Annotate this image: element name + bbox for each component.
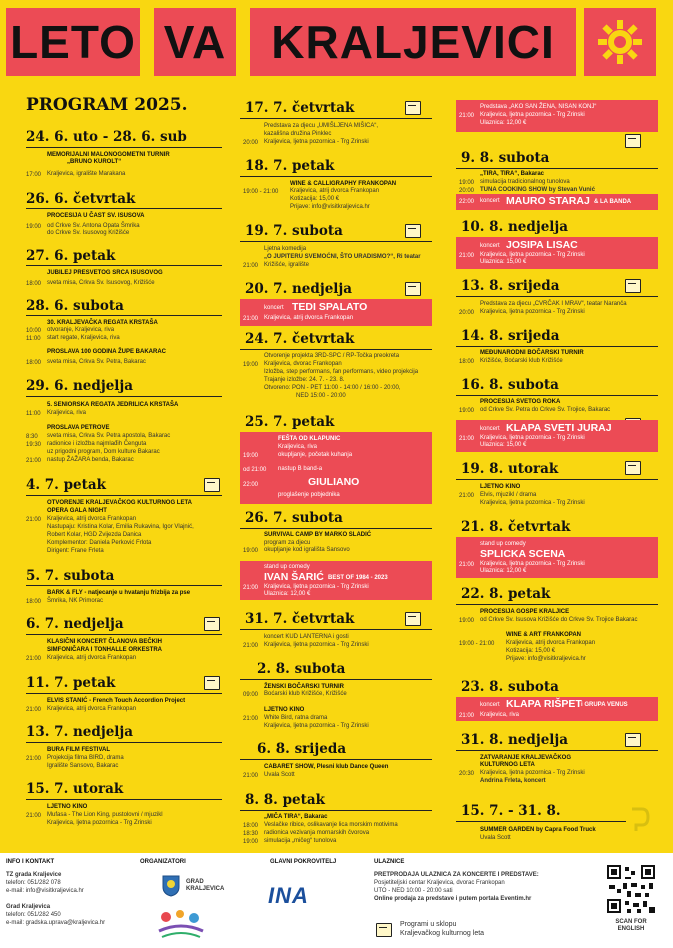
divider (456, 168, 658, 169)
performer-name: KLAPA RIŠPET (506, 698, 582, 710)
tickets-line-4: Online prodaja za predstave i putem portala Eventim.hr (374, 896, 532, 902)
date-heading: 13. 8. srijeda (461, 278, 560, 294)
event-line: Igralište Sansovo, Bakarac (47, 763, 119, 769)
event-line: Šmrika, NK Primorac (47, 598, 104, 604)
date-heading: 19. 8. utorak (461, 461, 559, 477)
event-time: 21:00 (26, 517, 42, 523)
event-line: okupljanje, početak kuhanja (278, 452, 353, 458)
tz-name: TZ grada Kraljevice (6, 872, 62, 878)
event-title: „MIČA TIRA“, Bakarac (264, 814, 328, 820)
event-line: sveta misa, Crkva Sv. Petra, Bakarac (47, 359, 146, 365)
event-line: koncert (480, 426, 500, 432)
event-line: Kraljevica, ljetna pozornica - Trg Zrinski (480, 435, 585, 441)
event-line: Kraljevica, atrij dvorca Frankopan (47, 706, 137, 712)
event-line: stand up comedy (264, 564, 310, 570)
event-time: 21:00 (243, 773, 259, 779)
event-line: Izložba, step performans, fan performans, video projekcija (264, 369, 419, 375)
performer-name: SPLICKA SCENA (480, 548, 566, 560)
event-line: White Bird, ratna drama (264, 715, 328, 721)
divider (240, 679, 432, 680)
highlight-box (240, 561, 432, 600)
performer-name: KLAPA SVETI JURAJ (506, 422, 612, 434)
event-title: KULTURNOG LETA (480, 762, 535, 768)
date-heading: 27. 6. petak (26, 248, 116, 264)
event-time: 11:00 (26, 336, 41, 342)
logo-box (584, 8, 656, 76)
date-heading: 25. 7. petak (245, 414, 335, 430)
date-heading: 17. 7. četvrtak (245, 100, 355, 116)
tickets-line-1: PRETPRODAJA ULAZNICA ZA KONCERTE I PREDSTAVE: (374, 872, 539, 878)
sun-gear-icon (596, 18, 644, 66)
event-time: 21:00 (243, 585, 259, 591)
grad-email[interactable]: e-mail: gradska.uprava@kraljevica.hr (6, 920, 106, 926)
event-line: Kraljevica, atrij dvorca Frankopan (506, 640, 596, 646)
event-line: Dirigent: Frane Frleta (47, 548, 104, 554)
sponsor-logo: INA (268, 883, 309, 908)
event-time: 21:00 (243, 316, 259, 322)
event-title: FEŠTA OD KLAPUNIC (278, 436, 341, 442)
performer-name: TEDI SPALATO (292, 301, 368, 313)
event-title: PROSLAVA PETROVE (47, 425, 110, 431)
date-heading: 8. 8. petak (245, 792, 325, 808)
event-line: radionica vezivanja mornarskih čvorova (264, 830, 370, 836)
divider (26, 396, 222, 397)
city-coat-of-arms-icon (162, 875, 180, 897)
title-word-2: VA (163, 16, 227, 68)
event-time: 19:30 (26, 442, 42, 448)
event-line: Kraljevica, ljetna pozornica - Trg Zrinski (264, 139, 369, 145)
event-line: Kraljevica, ljetna pozornica - Trg Zrinski (264, 584, 369, 590)
event-time: 19:00 (243, 548, 259, 554)
divider (456, 346, 658, 347)
event-line: Kraljevica, atrij dvorca Frankopan (264, 315, 354, 321)
event-time: 09:00 (243, 692, 259, 698)
date-heading: 6. 7. nedjelja (26, 616, 124, 632)
event-line: Andrina Frleta, koncert (480, 778, 546, 784)
date-heading: 23. 8. subota (461, 679, 559, 695)
event-time: 20:00 (459, 310, 475, 316)
culture-program-icon (625, 733, 641, 747)
divider (240, 528, 432, 529)
divider (240, 241, 432, 242)
event-place: sveta misa, Crkva Sv. Isusovog, Križišće (47, 280, 155, 286)
event-line: Križišće, igralište (264, 262, 310, 268)
event-line: Prijave: info@visitkraljevica.hr (290, 204, 370, 210)
program-title: PROGRAM 2025. (26, 95, 188, 115)
organizers-heading: ORGANIZATORI (140, 859, 186, 865)
highlight-box (456, 100, 658, 132)
event-time: 8:30 (26, 434, 38, 440)
event-line: koncert (480, 702, 500, 708)
event-line: stand up comedy (480, 541, 526, 547)
event-time: 18:30 (243, 831, 259, 837)
event-line: koncert (480, 198, 500, 204)
scan-label: SCAN FOR ENGLISH (615, 919, 647, 932)
divider (240, 810, 432, 811)
culture-program-icon (204, 617, 220, 631)
divider (456, 479, 658, 480)
divider (26, 315, 222, 316)
divider (456, 604, 658, 605)
culture-program-icon (625, 134, 641, 148)
event-line: Predstava „AKO SAN ŽENA, NISAN KONJ“ (480, 104, 597, 110)
tickets-heading: ULAZNICE (374, 859, 405, 865)
date-heading: 26. 7. subota (245, 510, 343, 526)
divider (240, 759, 432, 760)
date-heading: 6. 8. srijeda (257, 741, 347, 757)
event-line: do Crkve Sv. Isusovog Križišće (47, 230, 130, 236)
event-title: LJETNO KINO (264, 707, 305, 713)
grad-name: Grad Kraljevica (6, 904, 51, 910)
highlight-box (240, 432, 432, 504)
event-line: Kraljevica, dvorac Frankopan (264, 361, 342, 367)
event-line: Kraljevica, atrij dvorca Frankopan (290, 188, 380, 194)
event-time: 19:00 (243, 453, 259, 459)
date-heading: 31. 7. četvrtak (245, 611, 355, 627)
date-heading: 29. 6. nedjelja (26, 378, 134, 394)
event-line: Boćarski klub Križišće, Križišće (264, 691, 347, 697)
event-subtitle: BEST OF 1984 - 2023 (328, 575, 388, 581)
divider (26, 495, 222, 496)
event-time: 21:00 (26, 813, 42, 819)
date-heading: 19. 7. subota (245, 223, 343, 239)
event-time: 21:00 (26, 707, 42, 713)
event-line: Kraljevica, riva (480, 712, 520, 718)
event-line: NED 15:00 - 20:00 (296, 393, 346, 399)
event-line: Kraljevica, riva (278, 444, 318, 450)
date-heading: 2. 8. subota (257, 661, 346, 677)
event-line: Ljetna komedija (264, 246, 307, 252)
event-line: Kraljevica, ljetna pozornica - Trg Zrinski (264, 642, 369, 648)
event-line: Ulaznica: 12,00 € (480, 568, 527, 574)
event-line: koncert (480, 243, 500, 249)
event-line: Ulaznica: 15,00 € (480, 442, 527, 448)
legend-line-1: Programi u sklopu (400, 921, 457, 928)
event-time: 18:00 (26, 281, 42, 287)
eu-logo-icon (628, 805, 650, 835)
event-time: 21:00 (26, 656, 42, 662)
highlight-box (456, 697, 658, 721)
culture-program-icon (625, 279, 641, 293)
event-line: Ulaznica: 12,00 € (480, 120, 527, 126)
culture-program-icon (405, 612, 421, 626)
title-box-kraljevici (250, 8, 576, 76)
culture-program-icon (405, 282, 421, 296)
grad-phone: telefon: 051/282 450 (6, 912, 61, 918)
date-heading: 22. 8. petak (461, 586, 551, 602)
event-title: PROCESIJA GOSPE KRALJICE (480, 609, 570, 615)
performer-name: GIULIANO (308, 476, 360, 488)
tz-phone: telefon: 051/282 078 (6, 880, 61, 886)
event-title: WINE & CALLIGRAPHY FRANKOPAN (290, 181, 397, 187)
event-title: MEMORIJALNI MALONOGOMETNI TURNIR (47, 152, 170, 158)
event-time: 18:00 (26, 599, 42, 605)
event-line: Kraljevica, atrij dvorca Frankopan (47, 655, 137, 661)
event-time: 19:00 (243, 839, 259, 845)
event-time: 20:00 (243, 140, 259, 146)
event-time: 22:00 (459, 199, 475, 205)
event-time: 19:00 (459, 180, 475, 186)
divider (456, 296, 658, 297)
event-title: BURA FILM FESTIVAL (47, 747, 110, 753)
event-line: Kraljevica, ljetna pozornica - Trg Zrinski (480, 309, 585, 315)
event-line: Križišće, Boćarski klub Križišće (480, 358, 563, 364)
event-line: koncert (264, 305, 284, 311)
date-heading: 4. 7. petak (26, 477, 106, 493)
event-title: SUMMER GARDEN by Capra Food Truck (480, 827, 596, 833)
event-title: LJETNO KINO (47, 804, 88, 810)
event-line: Uvala Scott (264, 772, 295, 778)
divider (456, 750, 658, 751)
event-line: Kraljevica, ljetna pozornica - Trg Zrinski (47, 820, 152, 826)
event-title: 5. SENIORSKA REGATA JEDRILICA KRSTAŠA (47, 402, 179, 408)
tz-email[interactable]: e-mail: info@visitkraljevica.hr (6, 888, 84, 894)
event-time: 18:00 (459, 359, 475, 365)
event-line: Komplementor: Daniela Perković Frlota (47, 540, 152, 546)
divider (240, 176, 432, 177)
event-line: TUNA COOKING SHOW by Stevan Vunić (480, 187, 595, 193)
event-line: „O JUPITERU SVEMOĆNI, ŠTO URADISMO?“, Ri teatar (264, 254, 421, 260)
event-place: Kraljevica, igralište Marakana (47, 171, 126, 177)
culture-program-icon (625, 461, 641, 475)
event-line: program za djecu (264, 540, 311, 546)
event-time: 21:00 (459, 436, 475, 442)
event-time: 21:00 (26, 458, 42, 464)
event-line: od Crkve Sv. Petra do Crkve Sv. Trojice, Bakarac (480, 407, 611, 413)
event-title: OPERA GALA NIGHT (47, 508, 107, 514)
event-time: 20:30 (459, 771, 475, 777)
event-line: Kotizacija: 15,00 € (290, 196, 340, 202)
event-line: proglašenje pobjednika (278, 492, 340, 498)
event-line: Elvis, mjuzikl / drama (480, 492, 537, 498)
event-time: 21:00 (26, 756, 42, 762)
culture-program-icon (405, 101, 421, 115)
event-line: koncert KUD LANTERNA i gosti (264, 634, 349, 640)
event-time: 22:00 (243, 482, 259, 488)
event-line: Otvoreno: PON - PET 11:00 - 14:00 / 16:00 - 20:00, (264, 385, 401, 391)
culture-program-icon (376, 923, 392, 937)
event-time: 19:00 (26, 224, 42, 230)
event-line: Nastupaju: Kristina Kolar, Emilia Rukavina, Igor Vlajnić, (47, 524, 194, 530)
title-box-leto (6, 8, 140, 76)
date-heading: 5. 7. subota (26, 568, 115, 584)
event-title: PROCESIJA SVETOG ROKA (480, 399, 561, 405)
event-line: Mufasa - The Lion King, pustolovni / mjuzikl (47, 812, 163, 818)
date-heading: 16. 8. subota (461, 377, 559, 393)
event-title: SIMFONIČARA I TONHALLE ORKESTRA (47, 647, 162, 653)
event-time: 21:00 (459, 253, 475, 259)
event-title: PROSLAVA 100 GODINA ŽUPE BAKARAC (47, 349, 167, 355)
performer-name: JOSIPA LISAC (506, 239, 578, 251)
sponsor-heading: GLAVNI POKROVITELJ (270, 859, 337, 865)
event-line: Kraljevica, ljetna pozornica - Trg Zrinski (480, 561, 585, 567)
event-subtitle: i GRUPA VENUS (581, 702, 628, 708)
event-time: 21:00 (459, 113, 475, 119)
date-heading: 14. 8. srijeda (461, 328, 560, 344)
divider (26, 147, 222, 148)
event-line: okupljanje kod igrališta Sansovo (264, 547, 350, 553)
culture-program-icon (204, 676, 220, 690)
divider (240, 118, 432, 119)
event-title: BARK & FLY - natjecanje u hvatanju frizbija za pse (47, 590, 191, 596)
divider (240, 349, 432, 350)
event-line: Predstava za djecu „UMIŠLJENA MIŠICA“, (264, 123, 379, 129)
divider (26, 265, 222, 266)
event-line: od Crkve Sv. Isusova Križišće do Crkve Sv. Trojice Bakarac (480, 617, 638, 623)
event-line: Kraljevica, ljetna pozornica - Trg Zrinski (264, 723, 369, 729)
date-heading: 26. 6. četvrtak (26, 191, 136, 207)
event-line: Prijave: info@visitkraljevica.hr (506, 656, 586, 662)
event-time: 11:00 (26, 411, 41, 417)
divider (240, 629, 432, 630)
divider (456, 821, 626, 822)
event-line: kazališna družina Pinklec (264, 131, 332, 137)
event-line: simulacija „mičeg“ tunolova (264, 838, 337, 844)
event-line: uz prigodni program, Dom kulture Bakarac (47, 449, 160, 455)
event-line: Trajanje izložbe: 24. 7. - 23. 8. (264, 377, 345, 383)
date-heading: 20. 7. nedjelja (245, 281, 353, 297)
title-word-3: KRALJEVICI (271, 16, 555, 68)
date-heading: 15. 7. utorak (26, 781, 124, 797)
divider (26, 742, 222, 743)
event-time: 19:00 (243, 362, 259, 368)
event-time: 21:00 (459, 713, 475, 719)
legend-line-2: Kraljevačkog kulturnog leta (400, 930, 485, 937)
date-heading: 9. 8. subota (461, 150, 550, 166)
event-title: ZATVARANJE KRALJEVAČKOG (480, 755, 572, 761)
event-title: LJETNO KINO (480, 484, 521, 490)
date-heading: 28. 6. subota (26, 298, 124, 314)
event-title: CABARET SHOW, Plesni klub Dance Queen (264, 764, 389, 770)
event-title: ELVIS STANIĆ - French Touch Accordion Project (47, 698, 186, 704)
info-heading: INFO I KONTAKT (6, 859, 55, 865)
event-time: 19:00 (459, 408, 475, 414)
kraljevica-logo-icon (156, 907, 206, 941)
event-line: Kraljevica, ljetna pozornica - Trg Zrinski (480, 112, 585, 118)
event-title: KLASIČNI KONCERT ČLANOVA BEČKIH (47, 639, 162, 645)
date-heading: 24. 7. četvrtak (245, 331, 355, 347)
event-title: SURVIVAL CAMP BY MARKO SLADIĆ (264, 532, 372, 538)
divider (26, 693, 222, 694)
event-line: radionice i izložba najmlađih Čenguta (47, 441, 147, 447)
event-time: 21:00 (243, 643, 259, 649)
divider (26, 585, 222, 586)
title-box-va (154, 8, 236, 76)
event-line: Kraljevica, ljetna pozornica - Trg Zrinski (480, 252, 585, 258)
event-title: PROCESIJA U ČAST SV. ISUSOVA (47, 213, 145, 219)
date-heading: 15. 7. - 31. 8. (461, 803, 561, 819)
highlight-box (240, 299, 432, 326)
event-line: Otvorenje projekta 3RD-SPC / RP-Točka preokreta (264, 353, 400, 359)
date-heading: 31. 8. nedjelja (461, 732, 569, 748)
performer-name: MAURO STARAJ (506, 195, 590, 207)
event-line: nastup ŽAŽARA benda, Bakarac (47, 457, 134, 463)
highlight-box (456, 237, 658, 269)
event-line: otvoranje, Kraljevica, riva (47, 327, 115, 333)
culture-program-icon (405, 224, 421, 238)
event-line: Ulaznica: 12,00 € (264, 591, 311, 597)
date-heading: 21. 8. četvrtak (461, 519, 571, 535)
event-time: 10:00 (26, 328, 42, 334)
qr-code[interactable] (605, 863, 657, 915)
event-line: simulacija tradicionalnog tunolova (480, 179, 570, 185)
event-time: 19:00 (459, 618, 475, 624)
event-title: JUBILEJ PRESVETOG SRCA ISUSOVOG (47, 270, 163, 276)
event-time: 21:00 (243, 716, 259, 722)
title-word-1: LETO (10, 16, 136, 68)
event-time: 21:00 (243, 263, 259, 269)
event-time: 17:00 (26, 172, 42, 178)
event-title: ŽENSKI BOČARSKI TURNIR (264, 684, 345, 690)
event-title: OTVORENJE KRALJEVAČKOG KULTURNOG LETA (47, 500, 193, 506)
event-subtitle: & LA BANDA (594, 199, 632, 205)
event-line: Kotizacija: 15,00 € (506, 648, 556, 654)
event-time: 19:00 - 21:00 (243, 189, 279, 195)
event-line: Robert Kolar, HGD Zvijezda Danica (47, 532, 142, 538)
divider (26, 634, 222, 635)
event-line: Ulaznica: 15,00 € (480, 259, 527, 265)
event-line: Kraljevica, ljetna pozornica - Trg Zrinski (480, 770, 585, 776)
event-time: 20:00 (459, 188, 475, 194)
event-time: 19:00 - 21:00 (459, 641, 495, 647)
divider (456, 395, 658, 396)
event-time: 18:00 (243, 823, 259, 829)
org-name: GRAD KRALJEVICA (186, 879, 225, 892)
event-line: Veslačke ribice, oslikavanje lica morskim motivima (264, 822, 398, 828)
culture-program-icon (204, 478, 220, 492)
footer (0, 853, 673, 948)
date-heading: 24. 6. uto - 28. 6. sub (26, 129, 187, 145)
event-time: 18:00 (26, 360, 42, 366)
event-line: Kraljevica, ljetna pozornica - Trg Zrinski (480, 500, 585, 506)
event-line: Kraljevica, riva (47, 410, 87, 416)
event-title: MEĐUNARODNI BOČARSKI TURNIR (480, 350, 584, 356)
event-title: „BRUNO KUROLT“ (67, 159, 122, 165)
event-line: start regate, Kraljevica, riva (47, 335, 120, 341)
divider (26, 208, 222, 209)
date-heading: 10. 8. nedjelja (461, 219, 569, 235)
event-line: Kraljevica, atrij dvorca Frankopan (47, 516, 137, 522)
event-time: 21:00 (459, 562, 475, 568)
event-line: od Crkve Sv. Antona Opata Šmrika (47, 223, 140, 229)
event-line: Uvala Scott (480, 835, 511, 841)
divider (26, 799, 222, 800)
event-line: sveta misa, Crkva Sv. Petra apostola, Bakarac (47, 433, 171, 439)
event-line: Predstava za djecu „CVRČAK I MRAV“, teatar Naranča (480, 301, 627, 307)
performer-name: IVAN ŠARIĆ (264, 571, 324, 583)
highlight-box (456, 420, 658, 452)
highlight-box (456, 537, 658, 578)
date-heading: 11. 7. petak (26, 675, 116, 691)
tickets-line-3: UTO - NED 10:00 - 20:00 sati (374, 888, 453, 894)
event-title: „TIRA, TIRA“, Bakarac (480, 171, 545, 177)
event-time: od 21:00 (243, 467, 267, 473)
event-line: nastup B band-a (278, 466, 323, 472)
tickets-line-2: Posjetiteljski centar Kraljevica, dvorac Frankopan (374, 880, 505, 886)
highlight-box (456, 194, 658, 210)
event-time: 21:00 (459, 493, 475, 499)
event-line: Projekcija filma BIRD, drama (47, 755, 124, 761)
date-heading: 18. 7. petak (245, 158, 335, 174)
event-title: WINE & ART FRANKOPAN (506, 632, 581, 638)
event-title: 30. KRALJEVAČKA REGATA KRSTAŠA (47, 320, 158, 326)
date-heading: 13. 7. nedjelja (26, 724, 134, 740)
